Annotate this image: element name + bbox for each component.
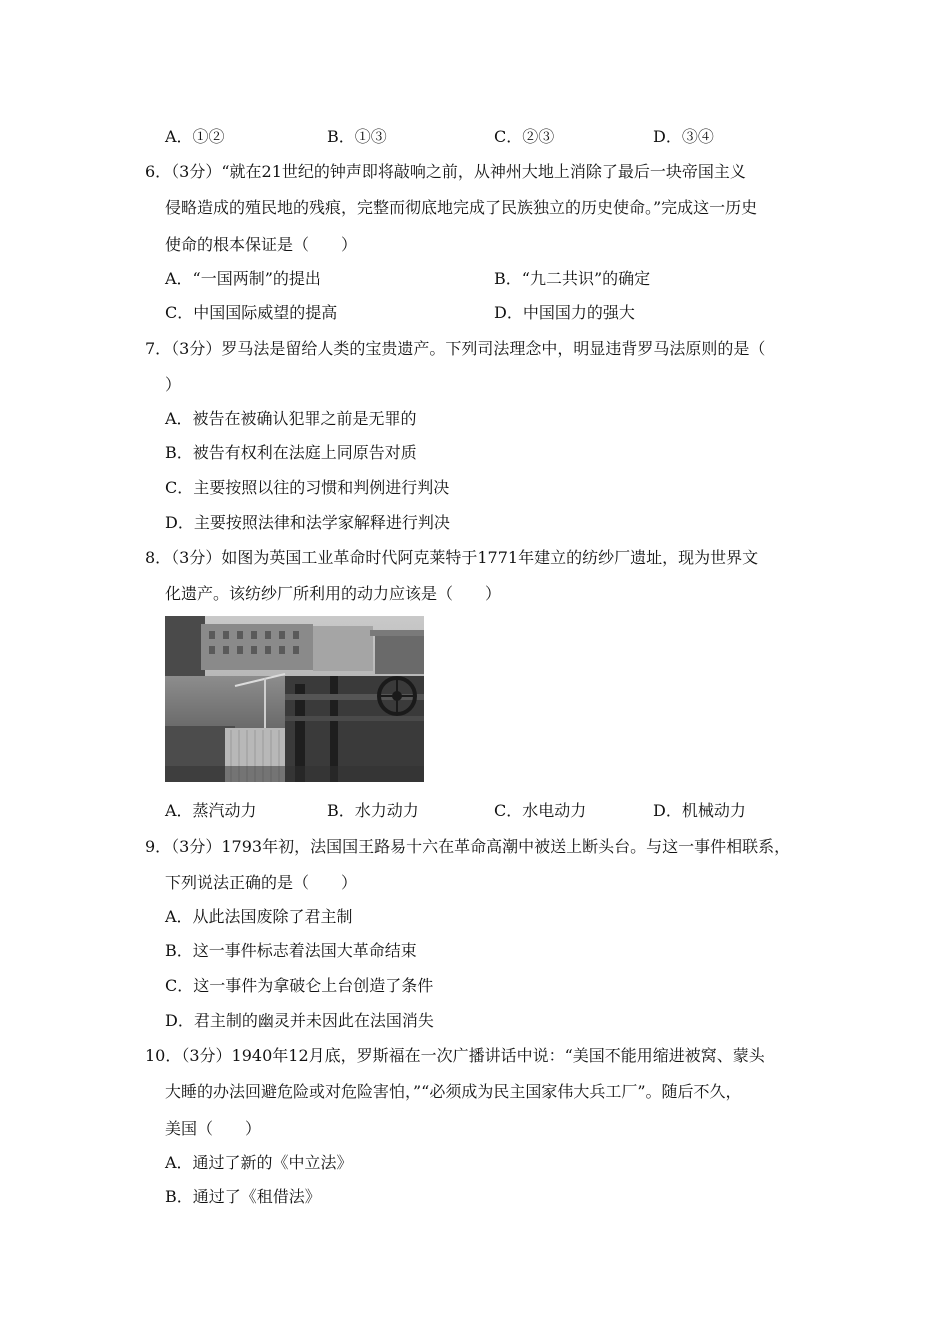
- q8-option-a[interactable]: A．蒸汽动力: [165, 801, 257, 820]
- q10-stem-line-1: 10．（3分）1940年12月底，罗斯福在一次广播讲话中说：“美国不能用缩进被窝、蒙头: [145, 1046, 765, 1065]
- q6-stem-line-3: 使命的根本保证是（ ）: [165, 235, 358, 254]
- q9-option-b[interactable]: B．这一事件标志着法国大革命结束: [165, 941, 417, 960]
- q7-stem-line-2: ）: [165, 375, 182, 394]
- q7-option-a[interactable]: A．被告在被确认犯罪之前是无罪的: [165, 409, 417, 428]
- q6-option-a[interactable]: A．“一国两制”的提出: [165, 269, 321, 288]
- q10-stem-line-2: 大睡的办法回避危险或对危险害怕，”“必须成为民主国家伟大兵工厂”。随后不久，: [165, 1082, 742, 1101]
- q6-stem-line-2: 侵略造成的殖民地的残痕，完整而彻底地完成了民族独立的历史使命。”完成这一历史: [165, 198, 758, 217]
- q8-option-b[interactable]: B．水力动力: [327, 801, 419, 820]
- q9-option-d[interactable]: D．君主制的幽灵并未因此在法国消失: [165, 1011, 434, 1030]
- q8-option-d[interactable]: D．机械动力: [653, 801, 746, 820]
- q7-option-d[interactable]: D．主要按照法律和法学家解释进行判决: [165, 513, 450, 532]
- q7-option-b[interactable]: B．被告有权利在法庭上同原告对质: [165, 443, 417, 462]
- q7-stem-line-1: 7．（3分）罗马法是留给人类的宝贵遗产。下列司法理念中，明显违背罗马法原则的是（: [145, 339, 766, 358]
- q6-option-b[interactable]: B．“九二共识”的确定: [494, 269, 651, 288]
- q8-stem-line-2: 化遗产。该纺纱厂所利用的动力应该是（ ）: [165, 584, 502, 603]
- q6-option-d[interactable]: D．中国国力的强大: [494, 303, 635, 322]
- q7-option-c[interactable]: C．主要按照以往的习惯和判例进行判决: [165, 478, 450, 497]
- q6-option-c[interactable]: C．中国国际威望的提高: [165, 303, 338, 322]
- q9-option-c[interactable]: C．这一事件为拿破仑上台创造了条件: [165, 976, 434, 995]
- q9-stem-line-2: 下列说法正确的是（ ）: [165, 873, 358, 892]
- q9-option-a[interactable]: A．从此法国废除了君主制: [165, 907, 353, 926]
- q5-option-a[interactable]: A．①②: [165, 127, 225, 146]
- mill-ruins-photo: [165, 616, 424, 782]
- q9-stem-line-1: 9．（3分）1793年初，法国国王路易十六在革命高潮中被送上断头台。与这一事件相联系，: [145, 837, 791, 856]
- q5-option-b[interactable]: B．①③: [327, 127, 387, 146]
- q10-stem-line-3: 美国（ ）: [165, 1119, 262, 1138]
- q5-option-c[interactable]: C．②③: [494, 127, 555, 146]
- q6-stem-line-1: 6．（3分）“就在21世纪的钟声即将敲响之前，从神州大地上消除了最后一块帝国主义: [145, 162, 746, 181]
- q10-option-a[interactable]: A．通过了新的《中立法》: [165, 1153, 353, 1172]
- q5-option-d[interactable]: D．③④: [653, 127, 714, 146]
- q8-stem-line-1: 8．（3分）如图为英国工业革命时代阿克莱特于1771年建立的纺纱厂遗址，现为世界文: [145, 548, 759, 567]
- mill-ruins-illustration: [165, 616, 424, 782]
- q8-option-c[interactable]: C．水电动力: [494, 801, 587, 820]
- q10-option-b[interactable]: B．通过了《租借法》: [165, 1187, 321, 1206]
